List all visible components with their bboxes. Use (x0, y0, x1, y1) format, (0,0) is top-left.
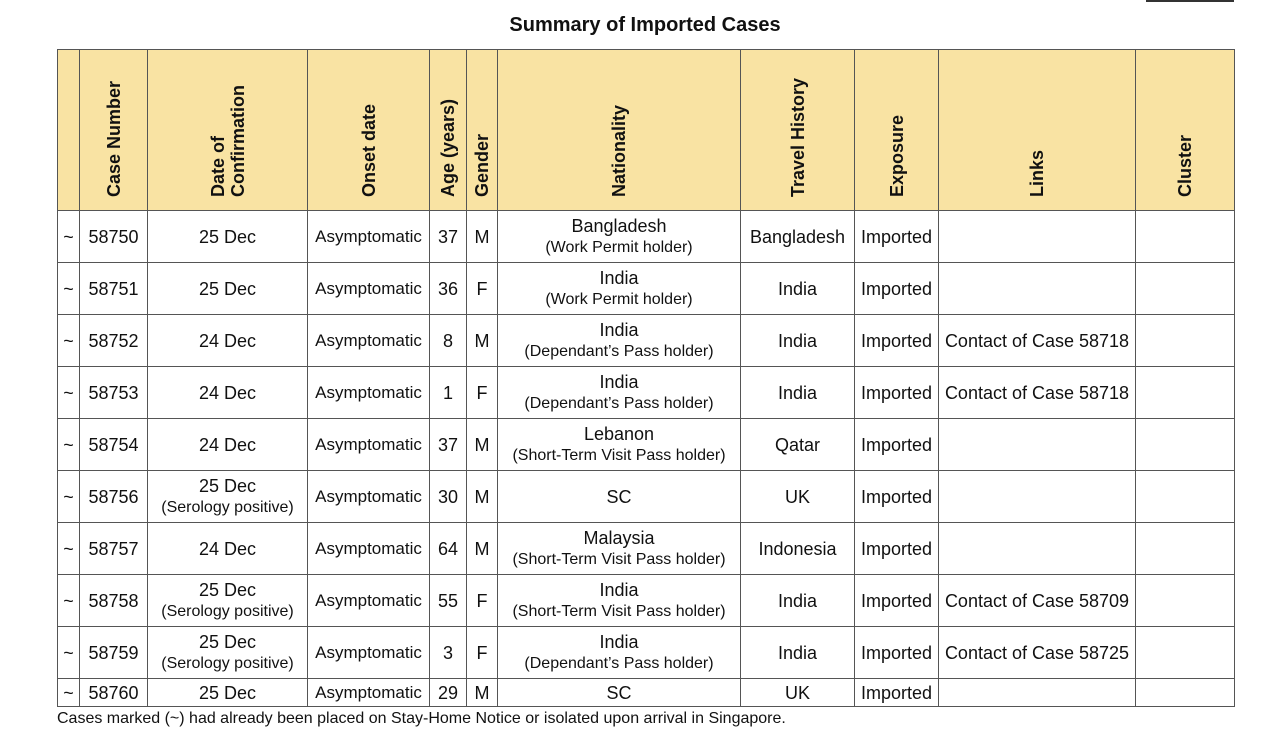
footnote: Cases marked (~) had already been placed on Stay-Home Notice or isolated upon arrival in Singapore. (57, 710, 786, 727)
top-rule (1146, 0, 1234, 2)
table-row (58, 471, 1235, 523)
travel-history-text: India (777, 278, 818, 299)
table-row (58, 263, 1235, 315)
onset-text: Asymptomatic (315, 278, 422, 298)
cell-links (939, 471, 1136, 523)
nationality-text: India (599, 267, 639, 288)
cell-onset-date (308, 523, 430, 575)
cell-nationality (498, 419, 741, 471)
date-text: 24 Dec (198, 434, 257, 455)
cell-age (430, 627, 467, 679)
marker-text: ~ (63, 278, 74, 299)
table-row (58, 679, 1235, 707)
pass-type-text: (Dependant’s Pass holder) (524, 342, 714, 360)
cell-marker (58, 471, 80, 523)
cell-travel-history (741, 419, 855, 471)
case-number-text: 58754 (88, 434, 139, 455)
cell-travel-history (741, 679, 855, 707)
onset-text: Asymptomatic (315, 590, 422, 610)
cell-case-number (80, 367, 148, 419)
cell-travel-history (741, 575, 855, 627)
cell-exposure (855, 471, 939, 523)
header-age: Age (years) (430, 50, 467, 211)
page-title: Summary of Imported Cases (509, 14, 781, 36)
case-number-text: 58753 (88, 382, 139, 403)
header-nationality: Nationality (498, 50, 741, 211)
header-links: Links (939, 50, 1136, 211)
date-text: 25 Dec (198, 475, 257, 496)
cell-gender (467, 367, 498, 419)
age-text: 8 (442, 330, 453, 351)
nationality-text: India (599, 319, 639, 340)
gender-text: F (476, 278, 488, 299)
cell-date-of-confirmation (148, 679, 308, 707)
cell-links (939, 211, 1136, 263)
date-text: 24 Dec (198, 538, 257, 559)
cell-exposure (855, 419, 939, 471)
cell-exposure (855, 263, 939, 315)
marker-text: ~ (63, 226, 74, 247)
cell-cluster (1136, 263, 1235, 315)
cell-exposure (855, 367, 939, 419)
case-number-text: 58758 (88, 590, 139, 611)
imported-cases-table (57, 49, 1235, 707)
date-text: 25 Dec (198, 631, 257, 652)
cell-onset-date (308, 367, 430, 419)
age-text: 3 (442, 642, 453, 663)
header-date-of-confirmation: Date of Confirmation (148, 50, 308, 211)
cell-cluster (1136, 419, 1235, 471)
table-row (58, 419, 1235, 471)
cell-nationality (498, 523, 741, 575)
links-text: Contact of Case 58718 (944, 330, 1130, 351)
cell-date-of-confirmation (148, 315, 308, 367)
cell-date-of-confirmation (148, 211, 308, 263)
cell-cluster (1136, 471, 1235, 523)
date-text: 25 Dec (198, 278, 257, 299)
marker-text: ~ (63, 330, 74, 351)
links-text: Contact of Case 58709 (944, 590, 1130, 611)
cell-gender (467, 211, 498, 263)
nationality-text: India (599, 371, 639, 392)
links-text: Contact of Case 58718 (944, 382, 1130, 403)
marker-text: ~ (63, 382, 74, 403)
pass-type-text: (Dependant’s Pass holder) (524, 394, 714, 412)
cell-nationality (498, 211, 741, 263)
cell-links (939, 627, 1136, 679)
cell-gender (467, 627, 498, 679)
cell-exposure (855, 523, 939, 575)
cell-cluster (1136, 523, 1235, 575)
cell-links (939, 523, 1136, 575)
cell-links (939, 679, 1136, 707)
pass-type-text: (Short-Term Visit Pass holder) (512, 602, 726, 620)
cell-onset-date (308, 263, 430, 315)
cell-case-number (80, 523, 148, 575)
cell-travel-history (741, 627, 855, 679)
cell-links (939, 315, 1136, 367)
date-note-text: (Serology positive) (161, 498, 294, 516)
travel-history-text: India (777, 382, 818, 403)
cell-date-of-confirmation (148, 367, 308, 419)
table-row (58, 367, 1235, 419)
gender-text: M (474, 434, 490, 455)
header-row (58, 50, 1235, 211)
cell-age (430, 315, 467, 367)
age-text: 30 (437, 486, 459, 507)
cell-date-of-confirmation (148, 471, 308, 523)
header-exposure: Exposure (855, 50, 939, 211)
marker-text: ~ (63, 538, 74, 559)
cell-nationality (498, 263, 741, 315)
age-text: 29 (437, 682, 459, 703)
cell-travel-history (741, 315, 855, 367)
cell-travel-history (741, 211, 855, 263)
cell-exposure (855, 679, 939, 707)
travel-history-text: India (777, 590, 818, 611)
age-text: 1 (442, 382, 453, 403)
travel-history-text: India (777, 330, 818, 351)
onset-text: Asymptomatic (315, 682, 422, 702)
table-row (58, 211, 1235, 263)
cell-case-number (80, 211, 148, 263)
cell-travel-history (741, 367, 855, 419)
onset-text: Asymptomatic (315, 330, 422, 350)
cell-nationality (498, 679, 741, 707)
date-note-text: (Serology positive) (161, 602, 294, 620)
exposure-text: Imported (860, 330, 933, 351)
gender-text: F (476, 642, 488, 663)
age-text: 37 (437, 434, 459, 455)
exposure-text: Imported (860, 486, 933, 507)
exposure-text: Imported (860, 278, 933, 299)
exposure-text: Imported (860, 538, 933, 559)
gender-text: F (476, 590, 488, 611)
cell-marker (58, 575, 80, 627)
pass-type-text: (Work Permit holder) (545, 290, 693, 308)
header-onset-date: Onset date (308, 50, 430, 211)
cell-marker (58, 523, 80, 575)
gender-text: M (474, 538, 490, 559)
cell-case-number (80, 263, 148, 315)
cell-gender (467, 523, 498, 575)
cell-onset-date (308, 627, 430, 679)
date-note-text: (Serology positive) (161, 654, 294, 672)
travel-history-text: UK (784, 486, 810, 507)
cell-case-number (80, 575, 148, 627)
cell-gender (467, 419, 498, 471)
case-number-text: 58756 (88, 486, 139, 507)
header-travel-history: Travel History (741, 50, 855, 211)
cell-marker (58, 679, 80, 707)
cell-nationality (498, 627, 741, 679)
case-number-text: 58750 (88, 226, 139, 247)
cell-exposure (855, 575, 939, 627)
onset-text: Asymptomatic (315, 434, 422, 454)
case-number-text: 58757 (88, 538, 139, 559)
pass-type-text: (Work Permit holder) (545, 238, 693, 256)
cell-links (939, 419, 1136, 471)
date-text: 25 Dec (198, 682, 257, 703)
cell-cluster (1136, 315, 1235, 367)
case-rows (58, 211, 1235, 707)
marker-text: ~ (63, 434, 74, 455)
travel-history-text: Qatar (774, 434, 821, 455)
cell-age (430, 523, 467, 575)
case-number-text: 58760 (88, 682, 139, 703)
cell-nationality (498, 315, 741, 367)
age-text: 64 (437, 538, 459, 559)
case-number-text: 58759 (88, 642, 139, 663)
travel-history-text: UK (784, 682, 810, 703)
date-text: 25 Dec (198, 226, 257, 247)
date-text: 24 Dec (198, 382, 257, 403)
cell-gender (467, 315, 498, 367)
nationality-text: SC (606, 486, 632, 507)
cell-age (430, 211, 467, 263)
cell-gender (467, 575, 498, 627)
age-text: 37 (437, 226, 459, 247)
header-gender: Gender (467, 50, 498, 211)
cell-gender (467, 471, 498, 523)
table-row (58, 315, 1235, 367)
cell-exposure (855, 315, 939, 367)
cell-marker (58, 315, 80, 367)
exposure-text: Imported (860, 642, 933, 663)
cell-cluster (1136, 211, 1235, 263)
cell-date-of-confirmation (148, 263, 308, 315)
table-row (58, 627, 1235, 679)
cell-onset-date (308, 211, 430, 263)
cell-onset-date (308, 679, 430, 707)
case-number-text: 58752 (88, 330, 139, 351)
header-case-number: Case Number (80, 50, 148, 211)
cell-date-of-confirmation (148, 523, 308, 575)
cell-case-number (80, 627, 148, 679)
cell-date-of-confirmation (148, 575, 308, 627)
cell-nationality (498, 471, 741, 523)
exposure-text: Imported (860, 590, 933, 611)
gender-text: M (474, 330, 490, 351)
marker-text: ~ (63, 590, 74, 611)
marker-text: ~ (63, 486, 74, 507)
age-text: 36 (437, 278, 459, 299)
marker-text: ~ (63, 682, 74, 703)
cell-marker (58, 419, 80, 471)
cell-travel-history (741, 263, 855, 315)
gender-text: M (474, 226, 490, 247)
nationality-text: India (599, 631, 639, 652)
cell-date-of-confirmation (148, 419, 308, 471)
exposure-text: Imported (860, 382, 933, 403)
cell-age (430, 263, 467, 315)
nationality-text: Bangladesh (571, 215, 667, 236)
travel-history-text: India (777, 642, 818, 663)
table-row (58, 523, 1235, 575)
cell-gender (467, 679, 498, 707)
case-number-text: 58751 (88, 278, 139, 299)
gender-text: F (476, 382, 488, 403)
pass-type-text: (Dependant’s Pass holder) (524, 654, 714, 672)
cell-nationality (498, 575, 741, 627)
nationality-text: India (599, 579, 639, 600)
cell-travel-history (741, 523, 855, 575)
cell-links (939, 263, 1136, 315)
header-marker (58, 50, 80, 211)
gender-text: M (474, 682, 490, 703)
cell-nationality (498, 367, 741, 419)
cell-cluster (1136, 679, 1235, 707)
exposure-text: Imported (860, 226, 933, 247)
cell-case-number (80, 471, 148, 523)
nationality-text: Malaysia (583, 527, 655, 548)
cell-marker (58, 211, 80, 263)
cell-exposure (855, 211, 939, 263)
cell-age (430, 679, 467, 707)
links-text: Contact of Case 58725 (944, 642, 1130, 663)
cell-onset-date (308, 575, 430, 627)
header-cluster: Cluster (1136, 50, 1235, 211)
pass-type-text: (Short-Term Visit Pass holder) (512, 446, 726, 464)
table-row (58, 575, 1235, 627)
cell-case-number (80, 679, 148, 707)
gender-text: M (474, 486, 490, 507)
travel-history-text: Bangladesh (749, 226, 846, 247)
cell-age (430, 471, 467, 523)
cell-marker (58, 627, 80, 679)
cell-cluster (1136, 367, 1235, 419)
cell-age (430, 367, 467, 419)
cell-marker (58, 367, 80, 419)
exposure-text: Imported (860, 434, 933, 455)
cell-marker (58, 263, 80, 315)
cell-gender (467, 263, 498, 315)
onset-text: Asymptomatic (315, 538, 422, 558)
cell-case-number (80, 315, 148, 367)
cell-links (939, 367, 1136, 419)
cell-date-of-confirmation (148, 627, 308, 679)
onset-text: Asymptomatic (315, 226, 422, 246)
marker-text: ~ (63, 642, 74, 663)
cell-links (939, 575, 1136, 627)
cell-onset-date (308, 471, 430, 523)
cell-age (430, 419, 467, 471)
cell-case-number (80, 419, 148, 471)
onset-text: Asymptomatic (315, 486, 422, 506)
date-text: 24 Dec (198, 330, 257, 351)
nationality-text: SC (606, 682, 632, 703)
travel-history-text: Indonesia (758, 538, 837, 559)
cell-cluster (1136, 575, 1235, 627)
onset-text: Asymptomatic (315, 382, 422, 402)
nationality-text: Lebanon (583, 423, 655, 444)
age-text: 55 (437, 590, 459, 611)
cell-travel-history (741, 471, 855, 523)
cell-onset-date (308, 419, 430, 471)
cell-onset-date (308, 315, 430, 367)
exposure-text: Imported (860, 682, 933, 703)
cell-cluster (1136, 627, 1235, 679)
cell-exposure (855, 627, 939, 679)
date-text: 25 Dec (198, 579, 257, 600)
cell-age (430, 575, 467, 627)
pass-type-text: (Short-Term Visit Pass holder) (512, 550, 726, 568)
onset-text: Asymptomatic (315, 642, 422, 662)
